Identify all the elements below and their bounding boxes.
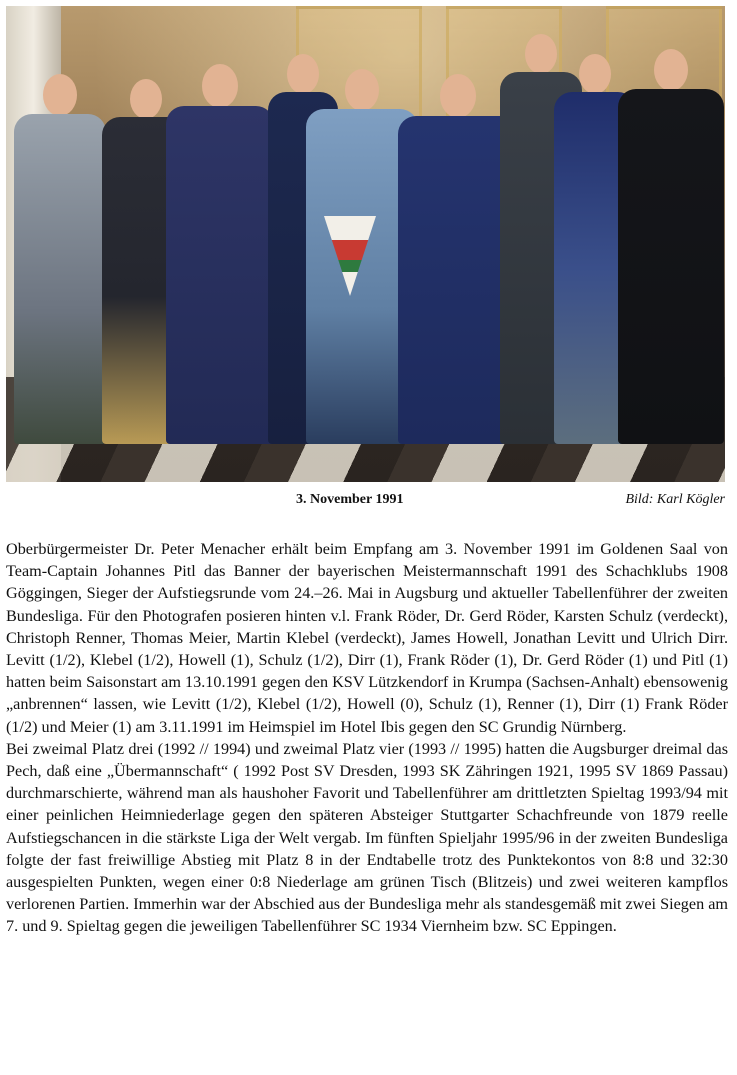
caption-credit: Bild: Karl Kögler: [625, 492, 725, 507]
group-photo: [6, 6, 725, 482]
person-figure: [618, 49, 724, 444]
article-body: [6, 538, 728, 938]
person-figure: [166, 64, 274, 444]
article-paragraph: Bei zweimal Platz drei (1992 // 1994) und zweimal Platz vier (1993 // 1995) hatten die Augsburger dreimal das Pech, daß eine „Übermannschaft“ ( 1992 Post SV Dresden, 1993 SK Zähringen 1921, 1995 SV 1869 Passau) durchmarschierte, während man als haushoher Favorit und Tabellenführer am drittletzten Spieltag 1993/94 mit einer peinlichen Heimniederlage gegen den späteren Absteiger Stuttgarter Schachfreunde von 1879 reelle Aufstiegschancen in die stärkste Liga der Welt vergab. Im fünften Spieljahr 1995/96 in der zweiten Bundesliga folgte der fast freiwillige Abstieg mit Platz 8 in der Endtabelle trotz des Punktekontos von 8:8 und 32:30 ausgespielten Punkten, wegen einer 0:8 Niederlage am grünen Tisch (Blitzeis) und zwei weiteren kampflos verlorenen Partien. Immerhin war der Abschied aus der Bundesliga mehr als standesgemäß mit zwei Siegen am 7. und 9. Spieltag gegen die jeweiligen Tabellenführer SC 1934 Viernheim bzw. SC Eppingen.: [6, 739, 728, 936]
article-paragraph: Oberbürgermeister Dr. Peter Menacher erhält beim Empfang am 3. November 1991 im Goldenen Saal von Team-Captain Johannes Pitl das Banner der bayerischen Meistermannschaft 1991 des Schachklubs 1908 Göggingen, Sieger der Aufstiegsrunde vom 24.–26. Mai in Augsburg und aktueller Tabellenführer der zweiten Bundesliga. Für den Photografen posieren hinten v.l. Frank Röder, Dr. Gerd Röder, Karsten Schulz (verdeckt), Christoph Renner, Thomas Meier, Martin Klebel (verdeckt), James Howell, Jonathan Levitt und Ulrich Dirr. Levitt (1/2), Klebel (1/2), Howell (1), Schulz (1/2), Dirr (1), Frank Röder (1), Dr. Gerd Röder (1) und Pitl (1) hatten beim Saisonstart am 13.10.1991 gegen den KSV Lützkendorf in Krumpa (Sachsen-Anhalt) ebensowenig „anbrennen“ lassen, wie Levitt (1/2), Klebel (1/2), Howell (0), Schulz (1), Renner (1), Dirr (1) Frank Röder (1/2) und Meier (1) am 3.11.1991 im Heimspiel im Hotel Ibis gegen den SC Grundig Nürnberg.: [6, 540, 728, 736]
person-figure: [14, 74, 106, 444]
photo-caption: [0, 492, 737, 512]
caption-date: 3. November 1991: [296, 492, 404, 507]
